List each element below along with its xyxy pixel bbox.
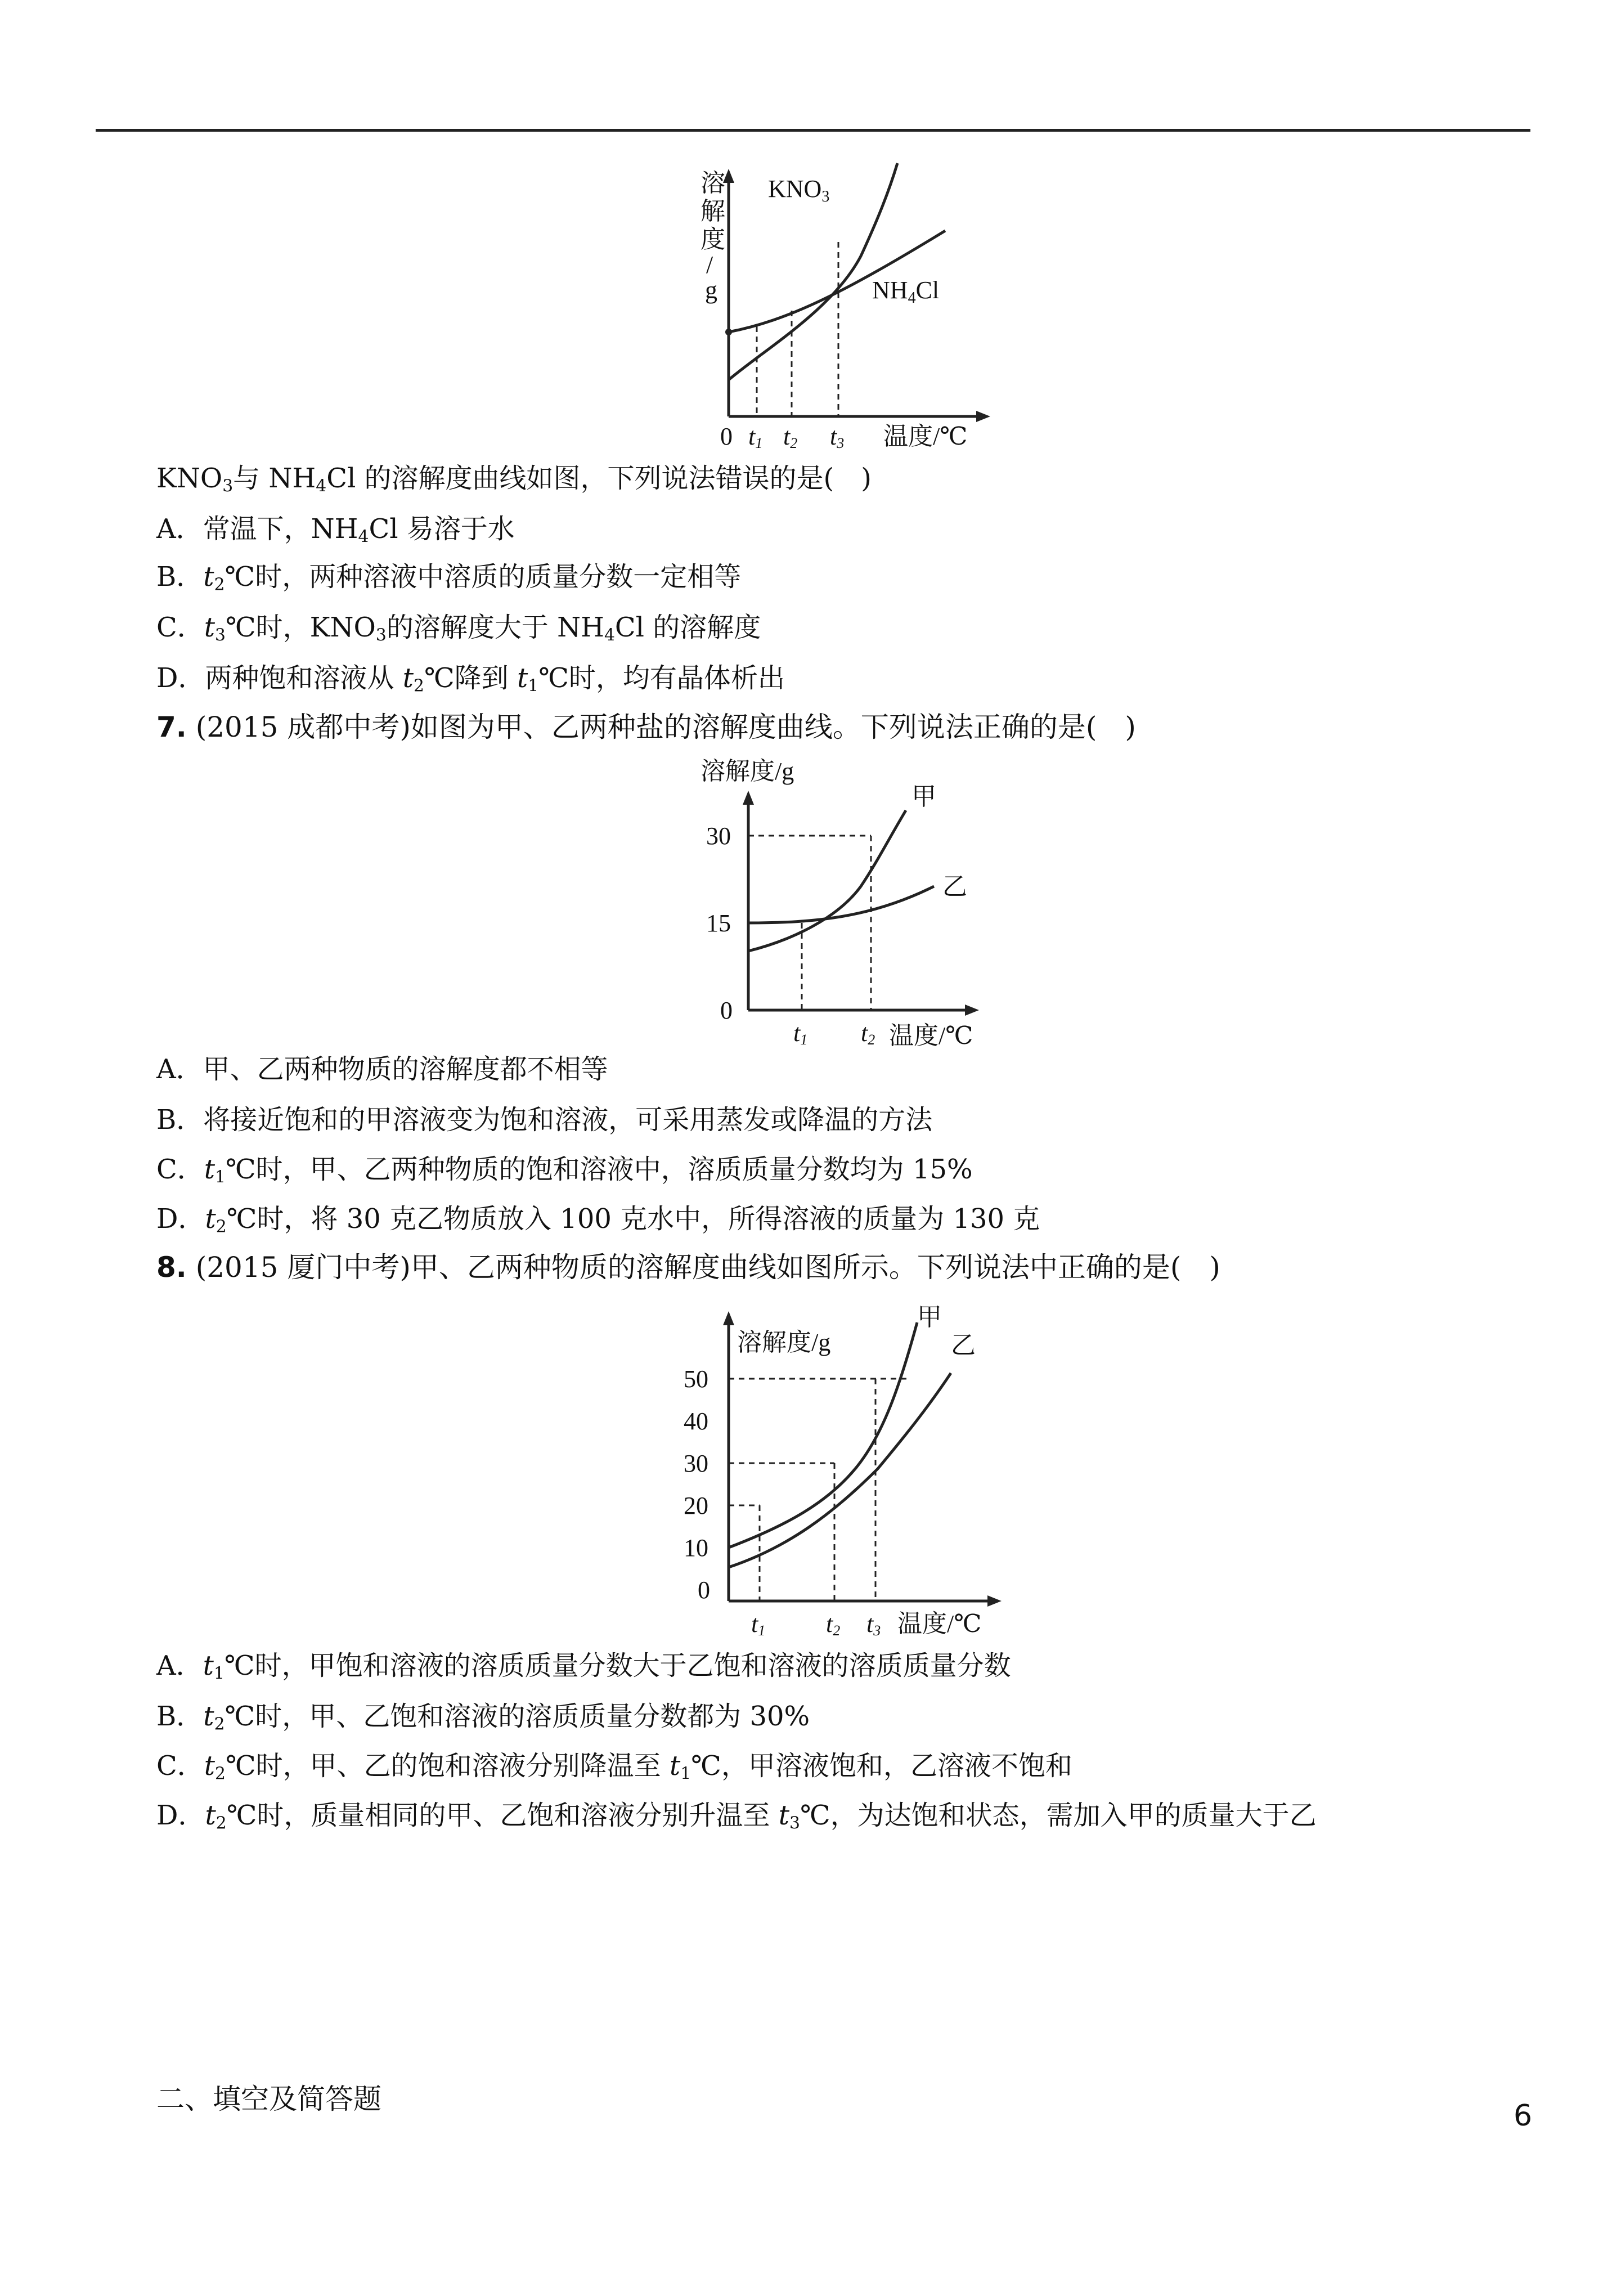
- y-axis-arrow: [743, 791, 754, 805]
- q8-option-a: A．$t_1℃$时，甲饱和溶液的溶质质量分数大于乙饱和溶液的溶质质量分数: [156, 1650, 1011, 1684]
- y-tick-50: 50: [684, 1365, 708, 1393]
- y-axis-arrow: [723, 1311, 734, 1325]
- y-axis-label-char-2: 解: [701, 198, 725, 225]
- x-tick-t1: t1: [751, 1610, 766, 1638]
- series-jia-curve: [748, 810, 906, 951]
- q6-option-b: B．$t_2℃$时，两种溶液中溶质的质量分数一定相等: [156, 561, 742, 595]
- solubility-chart-q7: [692, 748, 1007, 1052]
- q7-stem: 7. (2015 成都中考)如图为甲、乙两种盐的溶解度曲线。下列说法正确的是( ): [156, 711, 1136, 743]
- x-tick-t3: t3: [866, 1610, 881, 1638]
- x-axis-arrow: [976, 411, 990, 422]
- series-jia-curve: [729, 1322, 917, 1548]
- header-rule: [96, 129, 1530, 132]
- y-tick-15: 15: [706, 909, 731, 937]
- q8-option-d: D．$t_2℃$时，质量相同的甲、乙饱和溶液分别升温至 $t_3℃$，为达饱和状态，需加入甲的质量大于乙: [156, 1800, 1317, 1833]
- series-yi-curve: [748, 886, 934, 923]
- series-yi-curve: [729, 1373, 951, 1567]
- x-tick-t1: t1: [793, 1019, 808, 1048]
- x-axis-label: 温度/℃: [897, 1610, 982, 1638]
- q7-option-c: C．$t_1℃$时，甲、乙两种物质的饱和溶液中，溶质质量分数均为 15%: [156, 1154, 973, 1187]
- kno3-label: KNO3: [768, 175, 830, 205]
- series-jia-label: 甲: [911, 783, 936, 810]
- q6-stem: $KNO_3$与 $NH_4Cl$ 的溶解度曲线如图，下列说法错误的是( ): [156, 463, 872, 496]
- y-axis-label-char-3: 度: [701, 226, 725, 253]
- solubility-chart-kno3-nh4cl: [647, 158, 996, 461]
- series-jia-label: 甲: [917, 1303, 942, 1331]
- q6-option-a: A．常温下，$NH_4Cl$ 易溶于水: [156, 513, 515, 547]
- y-axis-label: 溶解度/g: [737, 1329, 831, 1356]
- q6-option-d: D．两种饱和溶液从 $t_2℃$降到 $t_1℃$时，均有晶体析出: [156, 662, 785, 696]
- x-tick-t2: t2: [861, 1019, 875, 1048]
- x-axis-arrow: [987, 1595, 1002, 1607]
- y-axis-label-char-4: /: [706, 251, 713, 279]
- y-tick-0: 0: [720, 997, 733, 1024]
- y-tick-0: 0: [698, 1576, 710, 1604]
- nh4cl-curve: [729, 231, 945, 332]
- series-yi-label: 乙: [942, 873, 967, 900]
- q7-option-d: D．$t_2℃$时，将 30 克乙物质放入 100 克水中，所得溶液的质量为 130 克: [156, 1203, 1040, 1237]
- x-axis-arrow: [965, 1004, 979, 1016]
- x-axis-label: 温度/℃: [883, 423, 968, 450]
- x-tick-t2: t2: [826, 1610, 841, 1638]
- q6-option-c: C．$t_3℃$时，$KNO_3$的溶解度大于 $NH_4Cl$ 的溶解度: [156, 612, 761, 645]
- q8-option-b: B．$t_2℃$时，甲、乙饱和溶液的溶质质量分数都为 30%: [156, 1701, 810, 1734]
- y-tick-10: 10: [684, 1534, 708, 1562]
- x-tick-t2: t2: [783, 423, 798, 451]
- y-tick-20: 20: [684, 1492, 708, 1519]
- q7-option-b: B．将接近饱和的甲溶液变为饱和溶液，可采用蒸发或降温的方法: [156, 1104, 933, 1136]
- origin-label: 0: [720, 423, 733, 450]
- q8-stem: 8. (2015 厦门中考)甲、乙两种物质的溶解度曲线如图所示。下列说法中正确的是( ): [156, 1251, 1220, 1284]
- y-tick-30: 30: [684, 1450, 708, 1477]
- q7-option-a: A．甲、乙两种物质的溶解度都不相等: [156, 1053, 608, 1085]
- y-tick-30: 30: [706, 822, 731, 850]
- y-axis-label-char-1: 溶: [701, 169, 725, 197]
- curve-start-point: [725, 329, 732, 335]
- series-yi-label: 乙: [951, 1331, 976, 1359]
- y-tick-40: 40: [684, 1407, 708, 1435]
- page-number: 6: [1514, 2099, 1533, 2133]
- nh4cl-label: NH4Cl: [872, 276, 940, 307]
- x-tick-t3: t3: [830, 423, 845, 451]
- y-axis-label: 溶解度/g: [701, 757, 794, 785]
- q8-option-c: C．$t_2℃$时，甲、乙的饱和溶液分别降温至 $t_1℃$，甲溶液饱和，乙溶液不饱和: [156, 1750, 1072, 1784]
- x-tick-t1: t1: [748, 423, 763, 451]
- x-axis-label: 温度/℃: [889, 1022, 973, 1050]
- section-title: 二、填空及简答题: [156, 2083, 381, 2115]
- y-axis-label-char-5: g: [705, 276, 717, 304]
- solubility-chart-q8: [675, 1300, 1024, 1638]
